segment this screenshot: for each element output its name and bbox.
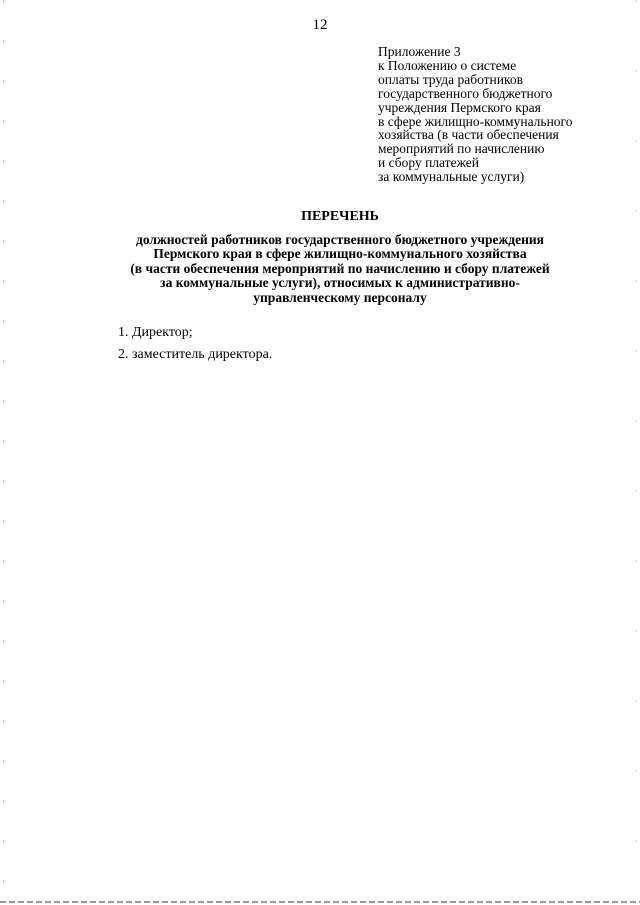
list-item: 1. Директор; <box>118 325 193 340</box>
document-title <box>60 210 620 305</box>
title-line: (в части обеспечения мероприятий по начислению и сбору платежей <box>130 260 550 276</box>
appendix-line: и сбору платежей <box>378 155 479 171</box>
appendix-note <box>378 45 628 184</box>
appendix-line: Приложение 3 <box>378 44 461 59</box>
list-item: 2. заместитель директора. <box>118 347 273 362</box>
title-heading: ПЕРЕЧЕНЬ <box>301 209 379 224</box>
page-number: 12 <box>312 17 328 33</box>
appendix-line: хозяйства (в части обеспечения <box>378 127 559 143</box>
appendix-line: оплаты труда работников <box>378 71 523 87</box>
title-line: управленческому персоналу <box>253 289 427 305</box>
title-line: за коммунальные услуги), относимых к административно- <box>160 275 520 290</box>
title-line: Пермского края в сфере жилищно-коммунального хозяйства <box>153 246 527 261</box>
scan-left-edge <box>3 0 4 905</box>
appendix-line: за коммунальные услуги) <box>378 169 525 185</box>
scan-bottom-edge <box>0 901 640 903</box>
appendix-line: мероприятий по начислению <box>378 141 545 157</box>
appendix-line: к Положению о системе <box>378 57 517 73</box>
appendix-line: в сфере жилищно-коммунального <box>378 113 573 129</box>
appendix-line: государственного бюджетного <box>378 85 553 101</box>
scan-right-edge <box>636 0 637 905</box>
title-line: должностей работников государственного бюджетного учреждения <box>136 231 544 247</box>
position-list <box>118 322 518 366</box>
appendix-line: учреждения Пермского края <box>378 99 541 115</box>
